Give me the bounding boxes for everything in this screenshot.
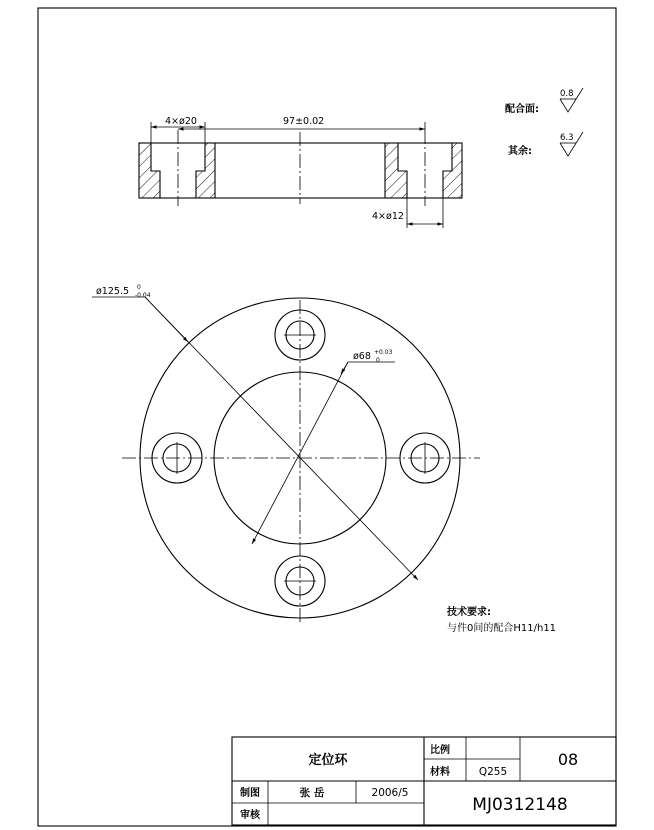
other-surface-label: 其余: [508, 146, 532, 157]
dim-inner-tol-upper: +0.03 [374, 349, 393, 356]
drawn-label: 制图 [240, 788, 260, 799]
quantity-value: 08 [557, 750, 579, 769]
dim-inner-tol-lower: 0 [376, 357, 380, 364]
dim-spacing: 97±0.02 [283, 116, 325, 127]
dim-outer-tol-lower: -0.04 [135, 292, 151, 299]
dim-outer-tol-upper: 0 [137, 284, 141, 291]
section-view [139, 122, 462, 228]
drawing-frame [38, 8, 616, 826]
other-roughness-value: 6.3 [560, 133, 574, 143]
drawn-date: 2006/5 [371, 787, 409, 799]
drawn-by: 张 岳 [299, 787, 325, 799]
drawing-number: MJ0312148 [472, 795, 568, 815]
notes-heading: 技术要求: [447, 607, 491, 618]
dim-holes-top: 4×ø20 [165, 116, 197, 127]
part-name: 定位环 [308, 753, 348, 768]
plan-view [92, 297, 480, 622]
mating-roughness-value: 0.8 [560, 89, 574, 99]
dim-holes-bottom: 4×ø12 [372, 211, 404, 222]
notes-line-1: 与件0间的配合H11/h11 [447, 623, 557, 634]
dim-outer-diameter: ø125.5 [96, 286, 130, 297]
scale-label: 比例 [430, 745, 450, 756]
mating-surface-label: 配合面: [505, 104, 539, 115]
check-label: 审核 [240, 810, 260, 821]
dim-inner-diameter: ø68 [353, 351, 371, 362]
material-label: 材料 [430, 767, 450, 778]
material-value: Q255 [478, 766, 508, 778]
